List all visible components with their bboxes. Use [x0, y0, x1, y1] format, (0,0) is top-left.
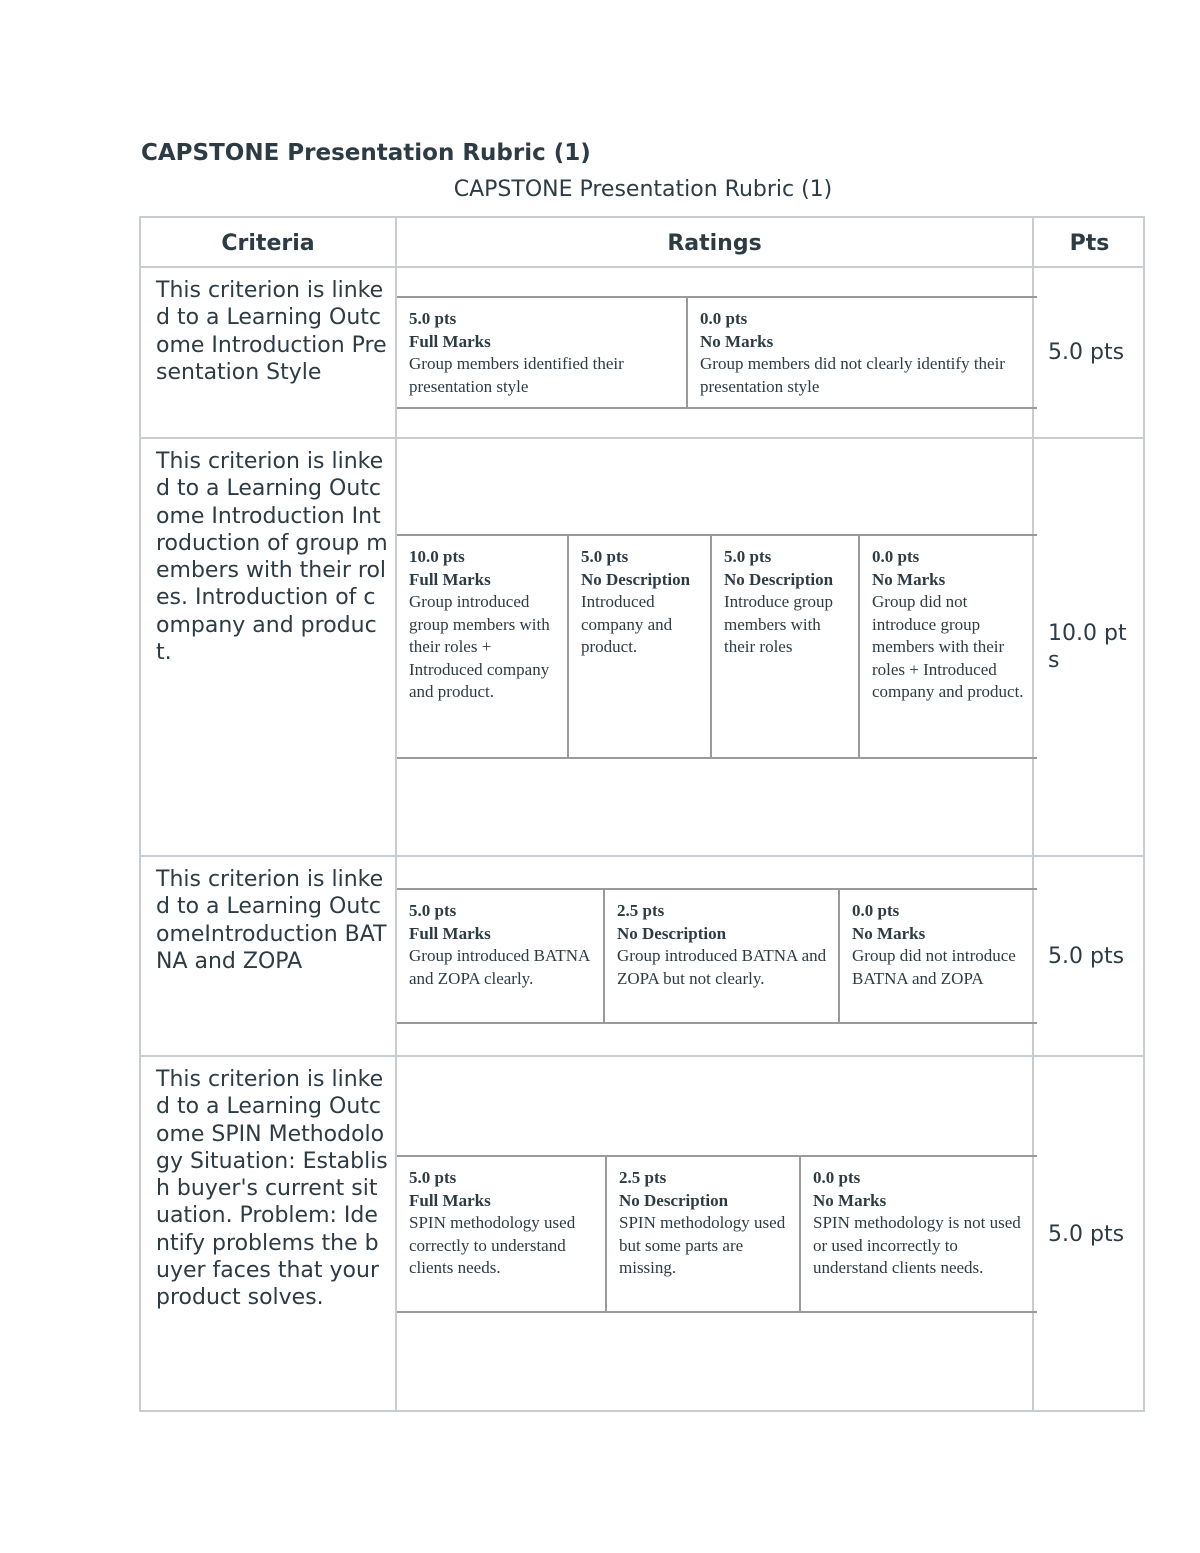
rating-cell [397, 890, 605, 1022]
rating-description: Introduced company and product. [581, 592, 673, 656]
header-criteria: Criteria [221, 230, 315, 256]
rating-points: 0.0 pts [872, 547, 920, 566]
criterion-presentation-style: This criterion is linked to a Learning Outcome Introduction Presentation Style [156, 278, 387, 385]
rating-description: SPIN methodology used correctly to understand clients needs. [409, 1213, 576, 1277]
rating-description: Group introduced group members with their roles + Introduced company and product. [409, 592, 550, 701]
rating-points: 10.0 pts [409, 547, 465, 566]
header-pts: Pts [1069, 230, 1110, 256]
rating-cell [607, 1157, 801, 1311]
rating-points: 2.5 pts [619, 1168, 667, 1187]
rating-title: No Description [581, 569, 691, 589]
rating-title: No Marks [813, 1190, 887, 1210]
rating-title: No Description [619, 1190, 729, 1210]
rating-description: Introduce group members with their roles [724, 592, 834, 656]
rating-title: No Marks [852, 923, 926, 943]
rating-title: Full Marks [409, 923, 491, 943]
criterion-batna-zopa: This criterion is linked to a Learning OutcomeIntroduction BATNA and ZOPA [156, 867, 387, 974]
rating-description: Group introduced BATNA and ZOPA clearly. [409, 946, 590, 988]
rating-cell [569, 536, 712, 757]
rating-points: 2.5 pts [617, 901, 665, 920]
rating-description: Group members identified their presentation style [409, 354, 624, 396]
points-value: 10.0 pts [1048, 621, 1127, 673]
rating-title: Full Marks [409, 331, 491, 351]
rating-description: SPIN methodology used but some parts are missing. [619, 1213, 786, 1277]
rating-description: Group did not introduce BATNA and ZOPA [852, 946, 1016, 988]
ratings-row-3 [397, 888, 1037, 1024]
rating-cell [605, 890, 840, 1022]
rating-points: 5.0 pts [409, 309, 457, 328]
rating-title: No Marks [700, 331, 774, 351]
rating-title: No Marks [872, 569, 946, 589]
rating-cell [712, 536, 860, 757]
header-ratings: Ratings [667, 230, 762, 256]
rating-description: Group members did not clearly identify their presentation style [700, 354, 1005, 396]
table-caption: CAPSTONE Presentation Rubric (1) [453, 177, 833, 202]
rating-description: Group introduced BATNA and ZOPA but not clearly. [617, 946, 827, 988]
rating-title: Full Marks [409, 569, 491, 589]
criterion-points [1034, 439, 1144, 855]
rating-points: 5.0 pts [409, 1168, 457, 1187]
rating-points: 5.0 pts [409, 901, 457, 920]
rating-cell [397, 1157, 607, 1311]
points-value: 5.0 pts [1048, 943, 1125, 969]
rating-cell [860, 536, 1037, 757]
rating-points: 0.0 pts [852, 901, 900, 920]
ratings-row-4 [397, 1155, 1037, 1313]
ratings-row-2 [397, 534, 1037, 759]
rating-points: 0.0 pts [700, 309, 748, 328]
ratings-row-1 [397, 296, 1037, 409]
rating-description: SPIN methodology is not used or used incorrectly to understand clients needs. [813, 1213, 1021, 1277]
rubric-table [139, 216, 1145, 1412]
rating-cell [397, 536, 569, 757]
rating-points: 0.0 pts [813, 1168, 861, 1187]
rating-cell [840, 890, 1037, 1022]
criterion-group-introduction: This criterion is linked to a Learning Outcome Introduction Introduction of group members with their roles. Introduction of company and product. [156, 449, 388, 666]
criterion-spin-methodology: This criterion is linked to a Learning Outcome SPIN Methodology Situation: Establish buyer's current situation. Problem: Identify problems the buyer faces that your product solves. [156, 1067, 388, 1311]
criterion-points [1034, 857, 1144, 1055]
criterion-points [1034, 1057, 1144, 1412]
points-value: 5.0 pts [1048, 1222, 1125, 1247]
rating-cell [397, 298, 688, 407]
rating-points: 5.0 pts [724, 547, 772, 566]
rating-cell [688, 298, 1037, 407]
rating-cell [801, 1157, 1037, 1311]
rating-points: 5.0 pts [581, 547, 629, 566]
rating-title: No Description [617, 923, 727, 943]
rating-title: Full Marks [409, 1190, 491, 1210]
document-title: CAPSTONE Presentation Rubric (1) [141, 140, 591, 166]
points-value: 5.0 pts [1048, 340, 1125, 365]
rating-description: Group did not introduce group members with their roles + Introduced company and product. [872, 592, 1024, 701]
criterion-points [1034, 268, 1144, 437]
rating-title: No Description [724, 569, 834, 589]
